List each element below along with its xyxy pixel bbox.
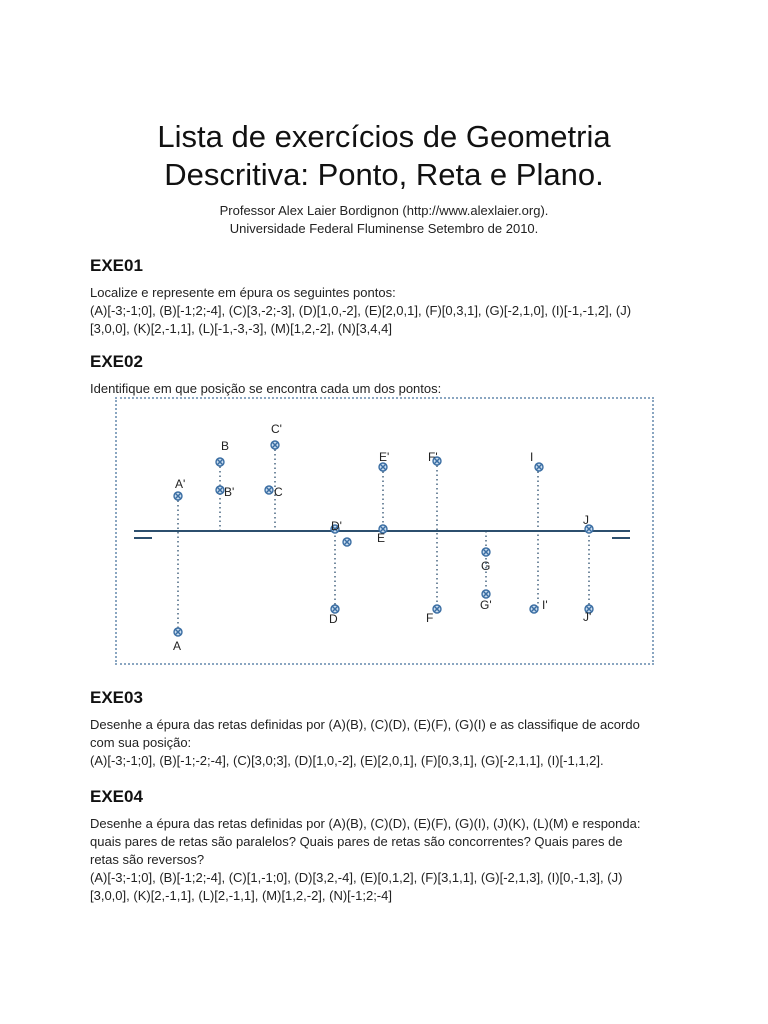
author-line: Professor Alex Laier Bordignon (http://www.alexlaier.org).: [219, 203, 549, 218]
point-marker-d-extra: [343, 538, 351, 546]
label-b-prime: B': [224, 485, 235, 499]
label-j: J: [583, 513, 589, 527]
label-a-prime: A': [175, 477, 186, 491]
page-subtitle: [0, 202, 768, 238]
point-labels: [173, 422, 591, 653]
exercise-01-body: [90, 284, 690, 338]
exercise-03-line: com sua posição:: [90, 735, 192, 750]
point-marker-b: [216, 458, 224, 466]
exercise-03-line: (A)[-3;-1;0], (B)[-1;-2;-4], (C)[3,0;3], (D)[1,0,-2], (E)[2,0,1], (F)[0,3,1], (G)[-2,1,1], (I)[-1,1,2].: [90, 753, 604, 768]
exercise-04-line: quais pares de retas são paralelos? Quais pares de retas são concorrentes? Quais pares de: [90, 834, 623, 849]
exercise-01: [90, 256, 690, 338]
exercise-03-body: [90, 716, 690, 770]
epura-diagram: [117, 399, 656, 667]
point-marker-b-prime: [216, 486, 224, 494]
exercise-02: [90, 352, 690, 398]
epura-figure: [115, 397, 654, 665]
label-j-prime: J': [583, 610, 592, 624]
label-i-prime: I': [542, 598, 548, 612]
exercise-04-body: [90, 815, 690, 905]
exercise-01-line: (A)[-3;-1;0], (B)[-1;2;-4], (C)[3,-2;-3], (D)[1,0,-2], (E)[2,0,1], (F)[0,3,1], (G)[-2,1,0], (I)[-1,-1,2], (J): [90, 303, 632, 318]
exercise-04-line: [3,0,0], (K)[2,-1,1], (L)[2,-1,1], (M)[1,2,-2], (N)[-1;2;-4]: [90, 888, 392, 903]
label-g-prime: G': [480, 598, 492, 612]
label-f: F: [426, 611, 434, 625]
exercise-03-line: Desenhe a épura das retas definidas por (A)(B), (C)(D), (E)(F), (G)(I) e as classifique de acordo: [90, 717, 640, 732]
exercise-01-line: [3,0,0], (K)[2,-1,1], (L)[-1,-3,-3], (M)[1,2,-2], (N)[3,4,4]: [90, 321, 392, 336]
point-marker-e-prime: [379, 463, 387, 471]
exercise-03-title: EXE03: [90, 688, 143, 707]
exercise-02-title: EXE02: [90, 352, 143, 371]
label-g: G: [481, 559, 491, 573]
exercise-04: [90, 787, 690, 905]
point-marker-c-prime: [271, 441, 279, 449]
title-line-2: Descritiva: Ponto, Reta e Plano.: [164, 157, 604, 192]
point-marker-i: [535, 463, 543, 471]
page-title: [0, 118, 768, 194]
title-line-1: Lista de exercícios de Geometria: [157, 119, 611, 154]
point-marker-a-prime: [174, 492, 182, 500]
label-d: D: [329, 612, 338, 626]
label-c-prime: C': [271, 422, 282, 436]
label-c: C: [274, 485, 283, 499]
label-a: A: [173, 639, 182, 653]
point-marker-i-prime: [530, 605, 538, 613]
exercise-01-line: Localize e represente em épura os seguintes pontos:: [90, 285, 396, 300]
point-marker-a: [174, 628, 182, 636]
point-marker-g: [482, 548, 490, 556]
label-b: B: [221, 439, 230, 453]
exercise-02-body: [90, 380, 690, 398]
label-f-prime: F': [428, 450, 438, 464]
exercise-02-line: Identifique em que posição se encontra cada um dos pontos:: [90, 381, 442, 396]
exercise-04-line: retas são reversos?: [90, 852, 205, 867]
label-d-prime: D': [331, 519, 342, 533]
exercise-04-line: (A)[-3;-1;0], (B)[-1;2;-4], (C)[1,-1;0], (D)[3,2,-4], (E)[0,1,2], (F)[3,1,1], (G)[-2,1,3], (I)[0,-1,3], (J): [90, 870, 623, 885]
label-i: I: [530, 450, 534, 464]
label-e: E: [377, 531, 386, 545]
point-marker-g-prime: [482, 590, 490, 598]
exercise-01-title: EXE01: [90, 256, 143, 275]
point-marker-c: [265, 486, 273, 494]
exercise-04-title: EXE04: [90, 787, 143, 806]
exercise-03: [90, 688, 690, 770]
point-marker-f: [433, 605, 441, 613]
label-e-prime: E': [379, 450, 390, 464]
exercise-04-line: Desenhe a épura das retas definidas por (A)(B), (C)(D), (E)(F), (G)(I), (J)(K), (L)(M) e responda:: [90, 816, 641, 831]
institution-line: Universidade Federal Fluminense Setembro de 2010.: [229, 221, 539, 236]
